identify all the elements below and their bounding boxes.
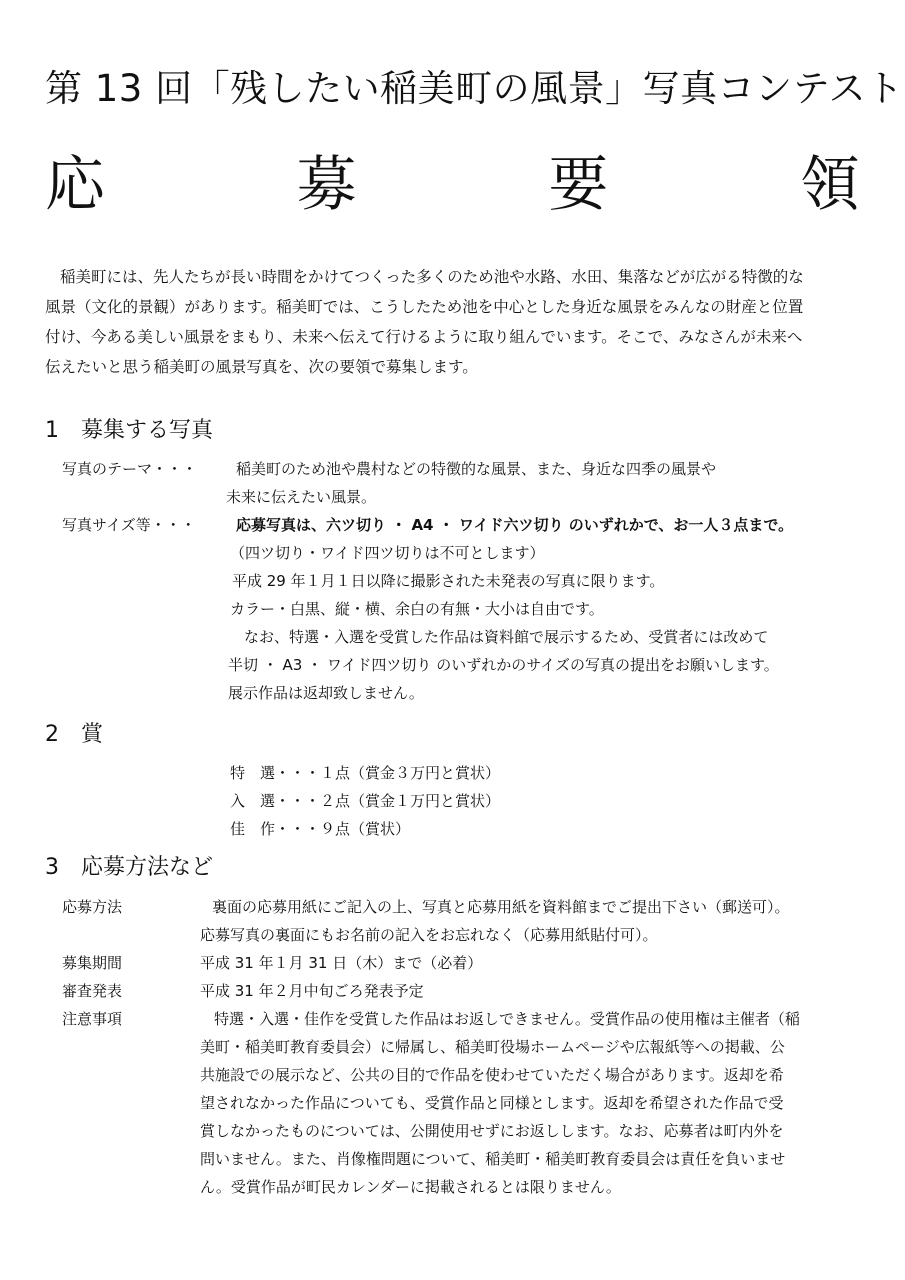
notes-line: 賞しなかったものについては、公開使用せずにお返しします。なお、応募者は町内外を (200, 1122, 784, 1140)
main-heading (45, 150, 860, 220)
size-line: （四ツ切り・ワイド四ツ切りは不可とします） (230, 544, 545, 562)
notes-line: 共施設での展示など、公共の目的で作品を使わせていただく場合があります。返却を希 (200, 1066, 784, 1084)
heading-char: 領 (799, 150, 860, 220)
heading-char: 応 (45, 150, 105, 220)
intro-line: 伝えたいと思う稲美町の風景写真を、次の要領で募集します。 (45, 358, 478, 376)
result-value: 平成 31 年２月中旬ごろ発表予定 (200, 982, 424, 1000)
notes-label: 注意事項 (62, 1010, 123, 1028)
method-line: 裏面の応募用紙にご記入の上、写真と応募用紙を資料館までご提出下さい（郵送可）。 (212, 898, 790, 916)
prize-line: 佳 作・・・９点（賞状） (230, 820, 411, 838)
size-line: カラー・白黒、縦・横、余白の有無・大小は自由です。 (230, 600, 604, 618)
section-heading-1: 1 募集する写真 (45, 418, 213, 443)
size-line: 半切 ・ A3 ・ ワイド四ツ切り のいずれかのサイズの写真の提出をお願いします。 (228, 656, 779, 674)
result-label: 審査発表 (62, 982, 123, 1000)
size-line: なお、特選・入選を受賞した作品は資料館で展示するため、受賞者には改めて (244, 628, 769, 646)
theme-line: 未来に伝えたい風景。 (226, 488, 377, 506)
method-label: 応募方法 (62, 898, 123, 916)
heading-char: 募 (296, 150, 357, 220)
intro-line: 付け、今ある美しい風景をまもり、未来へ伝えて行けるように取り組んでいます。そこで、みなさんが未来へ (45, 328, 803, 346)
size-line: 平成 29 年１月１日以降に撮影された未発表の写真に限ります。 (232, 572, 665, 590)
size-label: 写真サイズ等・・・ (62, 516, 196, 534)
notes-line: ん。受賞作品が町民カレンダーに掲載されるとは限りません。 (200, 1178, 621, 1196)
notes-line: 望されなかった作品についても、受賞作品と同様とします。返却を希望された作品で受 (200, 1094, 784, 1112)
size-line: 応募写真は、六ツ切り ・ A4 ・ ワイド六ツ切り のいずれかで、お一人３点まで。 (236, 516, 794, 534)
intro-line: 稲美町には、先人たちが長い時間をかけてつくった多くのため池や水路、水田、集落などが広がる特徴的な (60, 268, 804, 286)
prize-line: 入 選・・・２点（賞金１万円と賞状） (230, 792, 501, 810)
notes-line: 特選・入選・佳作を受賞した作品はお返しできません。受賞作品の使用権は主催者（稲 (214, 1010, 800, 1028)
prize-line: 特 選・・・１点（賞金３万円と賞状） (230, 764, 501, 782)
theme-line: 稲美町のため池や農村などの特徴的な風景、また、身近な四季の風景や (236, 460, 717, 478)
period-label: 募集期間 (62, 954, 123, 972)
method-line: 応募写真の裏面にもお名前の記入をお忘れなく（応募用紙貼付可）。 (200, 926, 658, 944)
heading-char: 要 (548, 150, 609, 220)
intro-line: 風景（文化的景観）があります。稲美町では、こうしたため池を中心とした身近な風景をみんなの財産と位置 (45, 298, 804, 316)
notes-line: 問いません。また、肖像権問題について、稲美町・稲美町教育委員会は責任を負いませ (200, 1150, 786, 1168)
section-heading-3: 3 応募方法など (45, 855, 213, 880)
size-line: 展示作品は返却致しません。 (228, 684, 424, 702)
section-heading-2: 2 賞 (45, 722, 103, 747)
period-value: 平成 31 年１月 31 日（木）まで（必着） (200, 954, 483, 972)
notes-line: 美町・稲美町教育委員会）に帰属し、稲美町役場ホームページや広報紙等への掲載、公 (200, 1038, 785, 1056)
theme-label: 写真のテーマ・・・ (62, 460, 198, 478)
page-title: 第 13 回「残したい稲美町の風景」写真コンテスト (45, 67, 904, 110)
